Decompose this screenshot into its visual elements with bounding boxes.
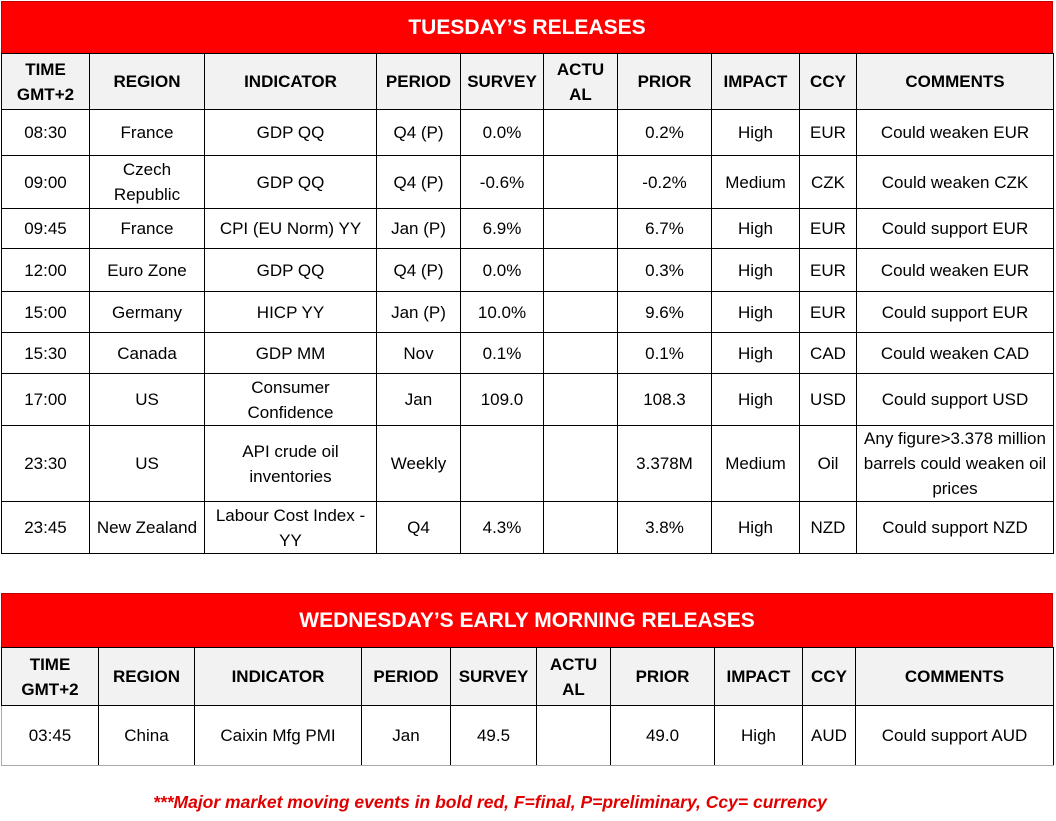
column-header-region: REGION [99,648,195,706]
table-row [2,156,1054,209]
cell-ccy: CAD [800,333,857,374]
cell-region: China [99,706,195,766]
table-row [2,209,1054,249]
cell-period: Jan (P) [377,292,461,333]
cell-ccy: NZD [800,502,857,554]
cell-actual [544,110,618,156]
wednesday-table-body [2,648,1054,766]
table-header-row [2,648,1054,706]
cell-ccy: EUR [800,110,857,156]
cell-indicator: Labour Cost Index - YY [205,502,377,554]
cell-prior: 0.2% [618,110,712,156]
cell-time: 17:00 [2,374,90,426]
cell-indicator: CPI (EU Norm) YY [205,209,377,249]
table-row [2,502,1054,554]
cell-comments: Any figure>3.378 million barrels could weaken oil prices [857,426,1054,502]
cell-region: Euro Zone [90,249,205,292]
cell-impact: High [712,292,800,333]
cell-indicator: GDP QQ [205,249,377,292]
cell-prior: 0.3% [618,249,712,292]
cell-time: 23:30 [2,426,90,502]
cell-actual [544,249,618,292]
cell-impact: High [712,110,800,156]
tuesday-title: TUESDAY’S RELEASES [408,15,646,39]
cell-comments: Could support NZD [857,502,1054,554]
column-header-indicator: INDICATOR [195,648,362,706]
cell-impact: Medium [712,426,800,502]
cell-impact: High [712,333,800,374]
cell-actual [544,156,618,209]
cell-actual [537,706,611,766]
cell-comments: Could weaken EUR [857,110,1054,156]
cell-indicator: API crude oil inventories [205,426,377,502]
cell-time: 09:45 [2,209,90,249]
column-header-actual: ACTU AL [544,54,618,110]
cell-prior: 0.1% [618,333,712,374]
cell-comments: Could support EUR [857,292,1054,333]
table-row [2,374,1054,426]
column-header-region: REGION [90,54,205,110]
cell-indicator: GDP QQ [205,156,377,209]
footnote: ***Major market moving events in bold red, F=final, P=preliminary, Ccy= currency [153,792,827,812]
cell-prior: 108.3 [618,374,712,426]
cell-region: US [90,374,205,426]
cell-region: Germany [90,292,205,333]
cell-comments: Could weaken EUR [857,249,1054,292]
column-header-comments: COMMENTS [856,648,1054,706]
column-header-ccy: CCY [800,54,857,110]
column-header-survey: SURVEY [451,648,537,706]
cell-region: France [90,110,205,156]
cell-time: 03:45 [2,706,99,766]
cell-actual [544,333,618,374]
cell-period: Weekly [377,426,461,502]
cell-time: 15:00 [2,292,90,333]
cell-time: 23:45 [2,502,90,554]
column-header-comments: COMMENTS [857,54,1054,110]
cell-ccy: Oil [800,426,857,502]
column-header-impact: IMPACT [715,648,803,706]
cell-region: Czech Republic [90,156,205,209]
table-row [2,706,1054,766]
cell-survey: 0.1% [461,333,544,374]
cell-survey: 49.5 [451,706,537,766]
column-header-survey: SURVEY [461,54,544,110]
cell-indicator: GDP QQ [205,110,377,156]
cell-region: Canada [90,333,205,374]
wednesday-table [1,647,1054,766]
table-row [2,292,1054,333]
cell-period: Q4 (P) [377,110,461,156]
cell-region: New Zealand [90,502,205,554]
table-row [2,333,1054,374]
cell-survey: 4.3% [461,502,544,554]
cell-prior: 9.6% [618,292,712,333]
cell-region: France [90,209,205,249]
cell-period: Q4 (P) [377,156,461,209]
cell-time: 15:30 [2,333,90,374]
wednesday-title: WEDNESDAY’S EARLY MORNING RELEASES [299,608,755,632]
cell-ccy: USD [800,374,857,426]
cell-period: Jan [362,706,451,766]
cell-impact: High [712,209,800,249]
cell-actual [544,292,618,333]
cell-survey: -0.6% [461,156,544,209]
cell-prior: 49.0 [611,706,715,766]
column-header-indicator: INDICATOR [205,54,377,110]
cell-impact: High [712,249,800,292]
column-header-impact: IMPACT [712,54,800,110]
column-header-period: PERIOD [362,648,451,706]
column-header-actual: ACTU AL [537,648,611,706]
table-row [2,426,1054,502]
cell-actual [544,374,618,426]
cell-comments: Could support EUR [857,209,1054,249]
cell-ccy: EUR [800,209,857,249]
cell-survey: 10.0% [461,292,544,333]
cell-comments: Could support USD [857,374,1054,426]
cell-comments: Could weaken CZK [857,156,1054,209]
column-header-prior: PRIOR [618,54,712,110]
cell-period: Jan (P) [377,209,461,249]
cell-actual [544,426,618,502]
table-header-row [2,54,1054,110]
cell-impact: High [712,374,800,426]
column-header-time: TIME GMT+2 [2,648,99,706]
cell-impact: Medium [712,156,800,209]
cell-survey: 0.0% [461,249,544,292]
tuesday-table [1,53,1054,554]
cell-survey [461,426,544,502]
cell-period: Q4 (P) [377,249,461,292]
column-header-prior: PRIOR [611,648,715,706]
cell-impact: High [715,706,803,766]
cell-time: 12:00 [2,249,90,292]
cell-actual [544,209,618,249]
cell-actual [544,502,618,554]
column-header-period: PERIOD [377,54,461,110]
cell-comments: Could support AUD [856,706,1054,766]
cell-time: 09:00 [2,156,90,209]
wednesday-banner [1,593,1053,648]
column-header-ccy: CCY [803,648,856,706]
cell-indicator: Caixin Mfg PMI [195,706,362,766]
cell-period: Q4 [377,502,461,554]
cell-region: US [90,426,205,502]
cell-ccy: EUR [800,249,857,292]
tuesday-table-body [2,54,1054,554]
cell-ccy: AUD [803,706,856,766]
cell-prior: -0.2% [618,156,712,209]
cell-survey: 0.0% [461,110,544,156]
cell-period: Jan [377,374,461,426]
cell-survey: 6.9% [461,209,544,249]
cell-ccy: CZK [800,156,857,209]
table-row [2,110,1054,156]
cell-prior: 3.8% [618,502,712,554]
cell-time: 08:30 [2,110,90,156]
cell-ccy: EUR [800,292,857,333]
cell-indicator: Consumer Confidence [205,374,377,426]
cell-indicator: GDP MM [205,333,377,374]
cell-indicator: HICP YY [205,292,377,333]
cell-survey: 109.0 [461,374,544,426]
cell-prior: 3.378M [618,426,712,502]
cell-prior: 6.7% [618,209,712,249]
column-header-time: TIME GMT+2 [2,54,90,110]
cell-impact: High [712,502,800,554]
table-row [2,249,1054,292]
tuesday-banner [1,1,1053,54]
cell-comments: Could weaken CAD [857,333,1054,374]
cell-period: Nov [377,333,461,374]
